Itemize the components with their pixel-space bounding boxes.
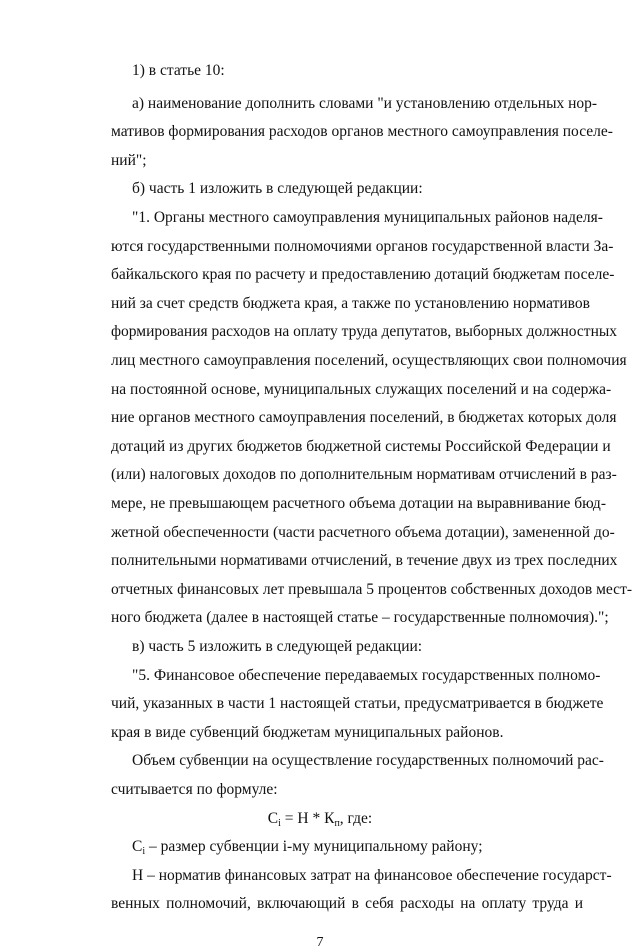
text-line: мативов формирования расходов органов местного самоуправления поселе- [111,123,613,140]
formula-k-sub: п [334,818,340,829]
text-line: б) часть 1 изложить в следующей редакции: [132,180,423,197]
text-line: "1. Органы местного самоуправления муниципальных районов наделя- [132,209,603,226]
text-line [132,838,483,861]
text-line: чий, указанных в части 1 настоящей статьи, предусматривается в бюджете [111,695,604,712]
text-line: края в виде субвенций бюджетам муниципальных районов. [111,724,504,741]
formula [0,810,640,833]
text-line: "5. Финансовое обеспечение передаваемых государственных полномо- [132,667,601,684]
text-line: отчетных финансовых лет превышала 5 процентов собственных доходов мест- [111,581,632,598]
text-line: байкальского края по расчету и предоставлению дотаций бюджетам поселе- [111,266,615,283]
text-line: ного бюджета (далее в настоящей статье – государственные полномочия)."; [111,609,609,626]
text-line: лиц местного самоуправления поселений, осуществляющих свои полномочия [111,352,627,369]
text-line: на постоянной основе, муниципальных служащих поселений и на содержа- [111,381,612,398]
text-line: а) наименование дополнить словами "и установлению отдельных нор- [132,95,598,112]
text-line: ются государственными полномочиями органов государственной власти За- [111,238,614,255]
formula-mid: = Н * К [280,810,335,827]
page-number: 7 [316,935,324,950]
text-line: полнительными нормативами отчислений, в течение двух из трех последних [111,552,618,569]
text-line: Н – норматив финансовых затрат на финансовое обеспечение государст- [132,867,612,884]
text-line: мере, не превышающем расчетного объема дотации на выравнивание бюд- [111,495,606,512]
text-line: венных полномочий, включающий в себя расходы на оплату труда и [111,895,583,912]
text-line: считывается по формуле: [111,781,278,798]
formula-c: С [267,810,279,827]
text-line: в) часть 5 изложить в следующей редакции: [132,638,423,655]
text-line: дотаций из других бюджетов бюджетной системы Российской Федерации и [111,438,611,455]
text-line: ний"; [111,152,147,169]
ci-definition: – размер субвенции i-му муниципальному району; [145,838,483,855]
text-line: жетной обеспеченности (части расчетного объема дотации), замененной до- [111,524,615,541]
ci-symbol: С [132,838,143,855]
text-line: (или) налоговых доходов по дополнительным нормативам отчислений в раз- [111,466,617,483]
text-line: ние органов местного самоуправления поселений, в бюджетах которых доля [111,409,617,426]
formula-end: , где: [339,810,373,827]
ci-sub: i [142,846,146,857]
text-line: ний за счет средств бюджета края, а также по установлению нормативов [111,295,590,312]
formula-c-sub: i [278,818,281,829]
text-line: 1) в статье 10: [132,62,225,79]
text-line: формирования расходов на оплату труда депутатов, выборных должностных [111,323,618,340]
text-line: Объем субвенции на осуществление государственных полномочий рас- [132,752,604,769]
